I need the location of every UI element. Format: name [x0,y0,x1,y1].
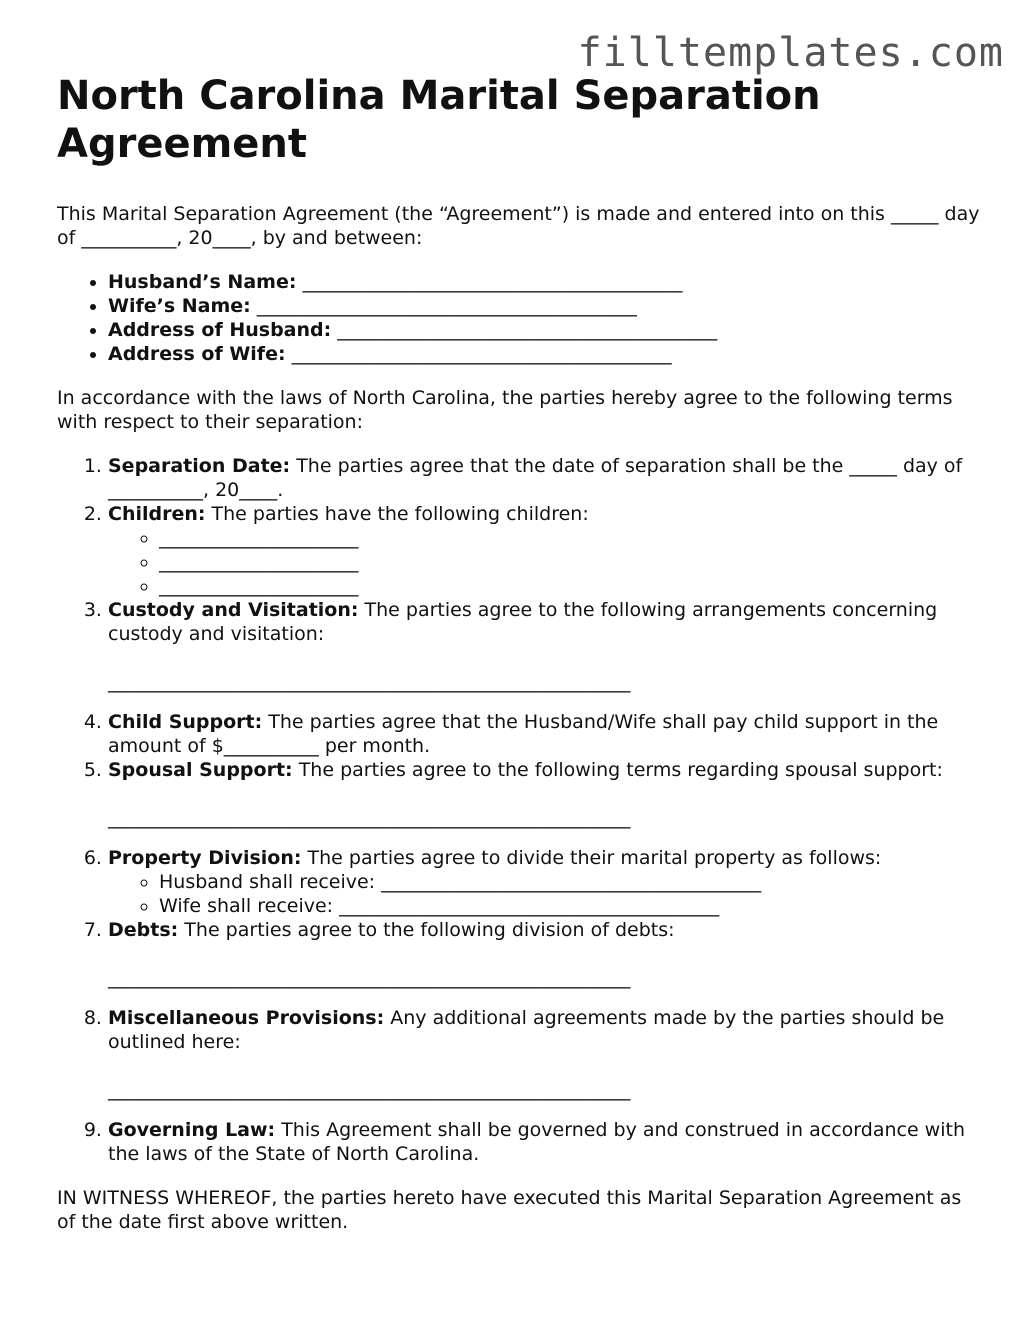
party-husband-name [108,270,982,294]
term-text: The parties agree that the Husband/Wife shall pay child support in the amount of $__________ per month. [108,711,939,757]
term-text: The parties have the following children: [211,503,589,525]
document-title: North Carolina Marital Separation Agreement [57,73,821,167]
term-label: Custody and Visitation: [108,599,359,621]
term-label: Separation Date: [108,455,291,477]
term-text: This Agreement shall be governed by and construed in accordance with the laws of the State of North Carolina. [108,1119,965,1165]
term-text: The parties agree to the following arrangements concerning custody and visitation: [108,599,938,645]
parties-list [57,270,982,366]
term-children [108,502,982,598]
party-label: Address of Husband: [108,319,332,341]
party-wife-name [108,294,982,318]
party-wife-address [108,342,982,366]
term-label: Property Division: [108,847,302,869]
term-spousal-support [108,758,982,830]
party-blank[interactable]: ________________________________________ [302,271,683,293]
party-label: Address of Wife: [108,343,286,365]
term-property-division [108,846,982,918]
term-child-support [108,710,982,758]
recital-paragraph: In accordance with the laws of North Carolina, the parties hereby agree to the following terms with respect to their separation: [57,387,953,433]
debts-blank[interactable]: _______________________________________________________ [108,967,631,989]
party-label: Husband’s Name: [108,271,297,293]
term-miscellaneous [108,1006,982,1102]
term-label: Governing Law: [108,1119,276,1141]
term-label: Children: [108,503,206,525]
term-text: The parties agree to the following terms regarding spousal support: [298,759,943,781]
wife-property-blank[interactable]: ◦ Wife shall receive: ________________________________________ [159,894,982,918]
child-blank[interactable]: ◦ _____________________ [159,574,982,598]
party-husband-address [108,318,982,342]
document-page [57,72,982,1234]
terms-list [57,454,982,1166]
term-text: Any additional agreements made by the parties should be outlined here: [108,1007,945,1053]
intro-paragraph: This Marital Separation Agreement (the “Agreement”) is made and entered into on this _____ day of __________, 20____, by and between: [57,203,980,249]
term-debts [108,918,982,990]
children-list [108,526,982,598]
term-separation-date [108,454,982,502]
term-governing-law [108,1118,982,1166]
party-blank[interactable]: ________________________________________ [291,343,672,365]
property-list [108,870,982,918]
husband-property-blank[interactable]: ◦ Husband shall receive: ________________________________________ [159,870,982,894]
closing-paragraph: IN WITNESS WHEREOF, the parties hereto have executed this Marital Separation Agreement as of the date first above written. [57,1187,962,1233]
term-label: Spousal Support: [108,759,293,781]
term-label: Miscellaneous Provisions: [108,1007,385,1029]
spousal-support-blank[interactable]: _______________________________________________________ [108,807,631,829]
term-text: The parties agree that the date of separation shall be the _____ day of __________, 20____. [108,455,963,501]
party-blank[interactable]: ________________________________________ [337,319,718,341]
term-label: Debts: [108,919,179,941]
child-blank[interactable]: ◦ _____________________ [159,526,982,550]
term-text: The parties agree to the following division of debts: [184,919,675,941]
miscellaneous-blank[interactable]: _______________________________________________________ [108,1079,631,1101]
custody-blank[interactable]: _______________________________________________________ [108,671,631,693]
term-custody-visitation [108,598,982,694]
child-blank[interactable]: ◦ _____________________ [159,550,982,574]
term-label: Child Support: [108,711,263,733]
term-text: The parties agree to divide their marital property as follows: [307,847,882,869]
party-blank[interactable]: ________________________________________ [256,295,637,317]
watermark: filltemplates.com [577,30,1004,76]
party-label: Wife’s Name: [108,295,251,317]
